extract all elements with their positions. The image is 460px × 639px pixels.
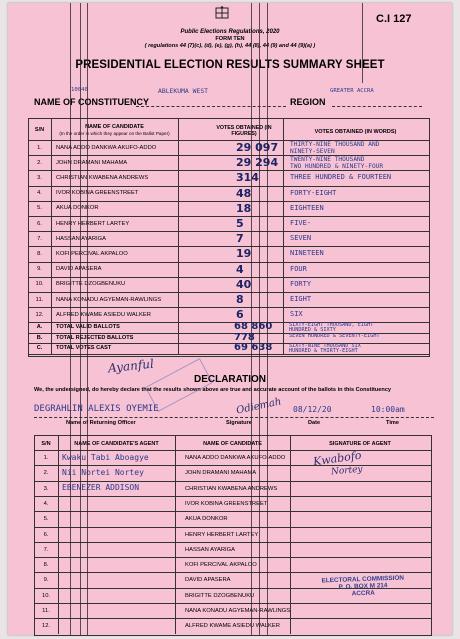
time-label: Time xyxy=(386,420,399,426)
candidate-name: BRIGITTE DZOGBENUKU xyxy=(56,281,126,288)
constituency-underline xyxy=(136,106,286,107)
agent-row-number: 5. xyxy=(43,516,49,523)
votes-figures: 6 xyxy=(236,308,244,322)
col-header-candidate: NAME OF CANDIDATE xyxy=(85,124,144,130)
votes-words: TWENTY-NINE THOUSAND xyxy=(290,156,365,164)
candidate-name: CHRISTIAN KWABENA ANDREWS xyxy=(56,174,149,181)
agent-candidate-name: NANA ADDO DANKWA AKUFO-ADDO xyxy=(185,455,286,461)
votes-figures: 40 xyxy=(236,277,252,291)
row-number: 11. xyxy=(35,296,44,303)
total-words: SIXTY-EIGHT THOUSAND, EIGHT xyxy=(289,322,374,329)
sheet-title: PRESIDENTIAL ELECTION RESULTS SUMMARY SHEET xyxy=(75,59,385,71)
agent-signature-1: Kwabofo xyxy=(312,448,363,469)
agent-candidate-name: KOFI PERCIVAL AKPALOO xyxy=(185,562,257,569)
region-value: GREATER ACCRA xyxy=(330,88,374,94)
candidate-name: HENRY HERBERT LARTEY xyxy=(56,220,130,227)
agent-row-number: 11. xyxy=(42,608,50,614)
agent-candidate-name: CHRISTIAN KWABENA ANDREWS xyxy=(185,485,278,492)
candidate-name: NANA ADDO DANKWA AKUFO-ADDO xyxy=(56,144,157,151)
agent-candidate-name: HASSAN AYARIGA xyxy=(185,546,236,553)
total-words: HUNDRED & THIRTY-EIGHT xyxy=(289,348,358,355)
votes-words: FOUR xyxy=(290,264,307,273)
declaration-time: 10:00am xyxy=(371,405,405,414)
row-number: 8. xyxy=(37,250,42,257)
row-number: 2. xyxy=(37,159,42,166)
votes-words: TWO HUNDRED & NINETY-FOUR xyxy=(290,162,384,170)
candidate-name: DAVID APASERA xyxy=(56,266,102,273)
agent-candidate-name: BRIGITTE DZOGBENUKU xyxy=(185,592,255,599)
row-number: 4. xyxy=(37,190,42,197)
form-code: C.I 127 xyxy=(376,13,412,25)
constituency-name-value: ABLEKUMA WEST xyxy=(158,87,209,95)
region-label: REGION xyxy=(290,97,326,107)
agents-header-signature: SIGNATURE OF AGENT xyxy=(329,441,391,447)
total-figures: 68 860 xyxy=(234,321,273,333)
votes-figures: 29 294 xyxy=(236,156,279,170)
agent-name: Nii Nortei Nortey xyxy=(62,467,144,477)
total-label: TOTAL VOTES CAST xyxy=(56,345,112,352)
row-number: 9. xyxy=(37,266,42,273)
total-words: SEVEN HUNDRED & SEVENTY-EIGHT xyxy=(289,332,380,339)
coat-of-arms-icon xyxy=(213,6,231,20)
declaration-text: We, the undersigned, do hereby declare that the results shown above are true and accurate account of the ballots in this Constituency xyxy=(34,387,392,393)
votes-words: EIGHTEEN xyxy=(290,203,324,212)
row-number: 3. xyxy=(37,174,42,181)
ec-stamp-line-2: P. O. BOX M 214 xyxy=(338,582,388,591)
col-header-candidate-note: (In the order in which they appear on the Ballot Paper) xyxy=(59,131,170,136)
date-label: Date xyxy=(308,420,321,426)
regulation-ref: ( regulations 44 (7)(c), (d), (e), (g), (h), 44 (8), 44 (9) and 44 (9)(a) ) xyxy=(144,43,316,49)
votes-words: FORTY-EIGHT xyxy=(290,188,337,197)
total-label: TOTAL REJECTED BALLOTS xyxy=(56,334,134,341)
votes-figures: 314 xyxy=(236,171,259,185)
votes-figures: 19 xyxy=(236,247,252,261)
agent-candidate-name: JOHN DRAMANI MAHAMA xyxy=(185,470,257,477)
votes-figures: 29 097 xyxy=(236,141,279,154)
agent-candidate-name: AKUA DONKOR xyxy=(185,516,228,523)
ec-stamp-line-1: ELECTORAL COMMISSION xyxy=(321,574,405,585)
row-number: 10. xyxy=(35,281,44,288)
votes-words: NINETEEN xyxy=(290,249,324,258)
results-sheet xyxy=(8,3,452,635)
agent-row-number: 4. xyxy=(43,500,49,507)
row-number: 5. xyxy=(37,205,42,212)
agent-name: EBENEZER ADDISON xyxy=(62,483,140,493)
votes-figures: 4 xyxy=(236,262,244,276)
candidate-name: HASSAN AYARIGA xyxy=(56,235,107,242)
agent-row-number: 6. xyxy=(43,531,49,538)
votes-words: SIX xyxy=(290,310,303,319)
votes-figures: 5 xyxy=(236,217,244,230)
agents-header-sn: S/N xyxy=(41,441,51,447)
form-label: FORM TEN xyxy=(215,36,245,42)
votes-words: FIVE- xyxy=(290,219,312,227)
constituency-code: 10040 xyxy=(71,87,88,93)
declaration-date: 08/12/20 xyxy=(293,405,332,414)
total-code: B. xyxy=(36,334,43,341)
agent-name: Kwaku Tabi Aboagye xyxy=(62,452,149,462)
row-number: 1. xyxy=(37,144,42,151)
candidate-name: JOHN DRAMANI MAHAMA xyxy=(56,159,128,166)
agent-candidate-name: ALFRED KWAME ASIEDU WALKER xyxy=(185,623,280,630)
candidate-name: IVOR KOBINA GREENSTREET xyxy=(56,190,139,197)
votes-words: SEVEN xyxy=(290,234,312,243)
candidate-name: NANA KONADU AGYEMAN-RAWLINGS xyxy=(56,296,162,303)
votes-words: NINETY-SEVEN xyxy=(290,147,335,155)
agent-row-number: 7. xyxy=(43,546,49,553)
agents-header-agent: NAME OF CANDIDATE'S AGENT xyxy=(74,441,159,447)
agent-row-number: 12. xyxy=(41,623,51,630)
signature-label: Signature xyxy=(226,420,252,426)
row-number: 6. xyxy=(37,220,42,227)
agents-header-candidate: NAME OF CANDIDATE xyxy=(203,441,262,447)
agent-row-number: 1. xyxy=(43,455,49,461)
col-header-figures: VOTES OBTAINED (IN FIGURES) xyxy=(216,125,272,137)
returning-officer-label: Name of Returning Officer xyxy=(66,420,136,426)
total-figures: 778 xyxy=(234,331,255,343)
region-underline xyxy=(332,106,422,107)
votes-words: THIRTY-NINE THOUSAND AND xyxy=(290,141,380,148)
candidate-name: ALFRED KWAME ASIEDU WALKER xyxy=(56,311,151,318)
votes-words: EIGHT xyxy=(290,295,312,303)
row-number: 12. xyxy=(35,311,44,318)
agent-candidate-name: HENRY HERBERT LARTEY xyxy=(185,531,259,538)
col-header-sn: S/N xyxy=(34,127,45,133)
regulation-title: Public Elections Regulations, 2020 xyxy=(180,29,280,35)
agent-row-number: 9. xyxy=(43,577,49,584)
col-header-words: VOTES OBTAINED (IN WORDS) xyxy=(314,129,397,135)
returning-officer-name: DEGRAHLIN ALEXIS OYEMIE xyxy=(34,404,159,414)
agent-candidate-name: IVOR KOBINA GREENSTREET xyxy=(185,500,268,507)
agent-row-number: 2. xyxy=(43,470,49,477)
agent-signature-2: Nortey xyxy=(330,464,364,478)
total-words: HUNDRED & SIXTY xyxy=(289,327,336,334)
votes-words: FORTY xyxy=(290,279,312,288)
returning-officer-signature: Odiemah xyxy=(235,396,283,417)
votes-figures: 8 xyxy=(236,293,244,306)
total-words: SIXTY-NINE THOUSAND SIX xyxy=(289,343,361,350)
official-stamp xyxy=(145,358,213,412)
candidate-name: AKUA DONKOR xyxy=(56,205,99,212)
declaration-title: DECLARATION xyxy=(193,374,267,385)
total-code: A. xyxy=(36,324,43,331)
ec-stamp xyxy=(308,574,419,599)
total-label: TOTAL VALID BALLOTS xyxy=(56,324,120,331)
agent-row-number: 3. xyxy=(43,485,49,492)
total-figures: 69 638 xyxy=(234,342,273,354)
votes-figures: 48 xyxy=(236,186,252,200)
ec-stamp-line-3: ACCRA xyxy=(351,589,375,598)
votes-words: THREE HUNDRED & FOURTEEN xyxy=(290,173,392,182)
name-of-constituency-label: NAME OF CONSTITUENCY xyxy=(34,97,150,107)
agent-row-number: 10. xyxy=(41,592,51,599)
row-number: 7. xyxy=(37,235,42,242)
total-code: C. xyxy=(36,345,43,352)
agent-candidate-name: DAVID APASERA xyxy=(185,577,231,584)
candidate-name: KOFI PERCIVAL AKPALOO xyxy=(56,250,128,257)
votes-figures: 7 xyxy=(236,232,244,246)
agent-candidate-name: NANA KONADU AGYEMAN-RAWLINGS xyxy=(185,608,291,614)
top-signature: Ayanful xyxy=(107,356,155,376)
votes-figures: 18 xyxy=(236,201,252,215)
agent-row-number: 8. xyxy=(43,562,49,569)
